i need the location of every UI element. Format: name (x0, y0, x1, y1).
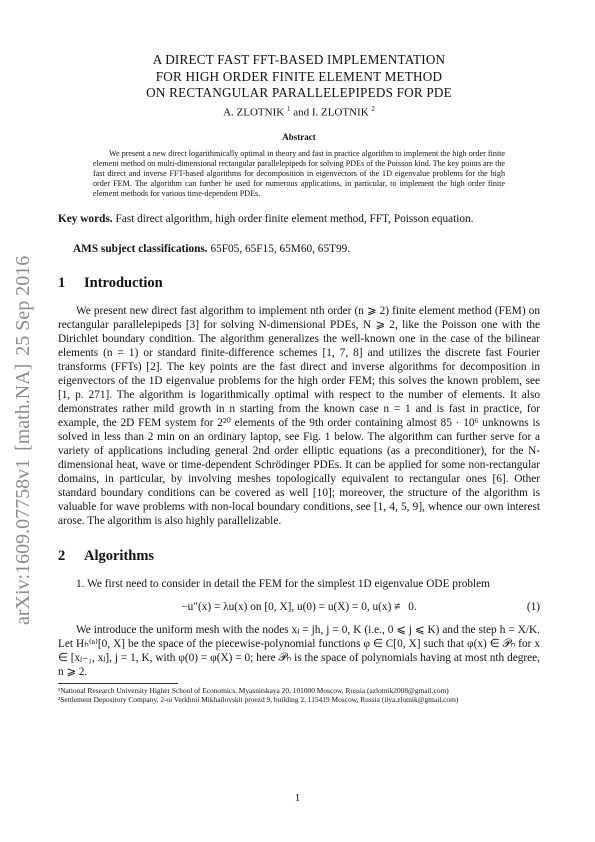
arxiv-identifier-stamp (10, 255, 36, 625)
equation-1 (58, 599, 540, 615)
footnote-mark: 1 (286, 104, 291, 113)
paper-page (58, 40, 540, 704)
keywords-label: Key words. (58, 213, 113, 226)
footnote-divider (58, 683, 178, 684)
section-title: Algorithms (84, 548, 155, 565)
abstract-text: We present a new direct logarithmically optimal in theory and fast in practice algorithm to implement the high order finite element method on multi-dimensional rectangular parallelepipeds for solving PDEs of the Poisson kind. The key points are the fast direct and inverse FFT-based algorithms for decomposition in eigenvectors of the 1D eigenvalue problems for the high order FEM. The algorithm can further be used for numerous applications, in particular, to implement the high order finite element methods for various time-dependent PDEs. (93, 149, 505, 199)
author-name: A. ZLOTNIK (223, 106, 285, 119)
author-line (58, 105, 540, 119)
footnotes (58, 686, 540, 704)
title-line: ON RECTANGULAR PARALLELEPIPEDS FOR PDE (146, 85, 452, 100)
arxiv-date: 25 Sep 2016 (12, 255, 34, 356)
keywords (58, 212, 540, 226)
algorithms-paragraph: We introduce the uniform mesh with the nodes xⱼ = jh, j = 0, K (i.e., 0 ⩽ j ⩽ K) and the step h = X/K. Let Hₕ⁽ⁿ⁾[0, X] be the space of the piecewise-polynomial functions φ ∈ C[0, X] such that φ(x) ∈ 𝒫ₙ for x ∈ [xⱼ₋₁, xⱼ], j = 1, K, with φ(0) = φ(X) = 0; here 𝒫ₙ is the space of polynomials having at most nth degree, n ⩾ 2. (58, 624, 540, 679)
ams-label: AMS subject classifications. (73, 243, 208, 256)
keywords-text: Fast direct algorithm, high order finite element method, FFT, Poisson equation. (115, 213, 474, 226)
author-name: I. ZLOTNIK (311, 106, 369, 119)
ams-text: 65F05, 65F15, 65M60, 65T99. (210, 243, 351, 256)
section-number: 2 (58, 548, 66, 565)
title-line: FOR HIGH ORDER FINITE ELEMENT METHOD (155, 68, 443, 84)
footnote-mark: 2 (371, 104, 375, 113)
abstract-heading: Abstract (282, 132, 316, 143)
footnote: ¹National Research University Higher School of Economics, Myasnitskaya 20, 101000 Moscow, Russia (azlotnik2008@gmail.com) (58, 686, 449, 696)
title-line: A DIRECT FAST FFT-BASED IMPLEMENTATION (152, 52, 446, 67)
section-heading-introduction (58, 275, 540, 292)
section-heading-algorithms (58, 548, 540, 565)
arxiv-category: [math.NA] (12, 363, 34, 451)
ams-classifications (73, 243, 540, 255)
author-connector: and (293, 106, 310, 119)
equation-body: −u″(x) = λu(x) on [0, X], u(0) = u(X) = 0, u(x) ≢ 0. (181, 601, 417, 614)
section-number: 1 (58, 275, 66, 292)
equation-number: (1) (526, 601, 540, 614)
section-title: Introduction (84, 275, 163, 292)
arxiv-id: arXiv:1609.07758v1 (12, 458, 34, 625)
algorithms-paragraph: 1. We first need to consider in detail the FEM for the simplest 1D eigenvalue ODE problem (76, 578, 490, 591)
paper-title (58, 52, 540, 102)
page-number: 1 (294, 792, 301, 804)
introduction-paragraph: We present new direct fast algorithm to implement nth order (n ⩾ 2) finite element method (FEM) on rectangular parallelepipeds [3] for solving N-dimensional PDEs, N ⩾ 2, like the Poisson one with the Dirichlet boundary condition. The algorithm generalizes the well-known one in the case of the bilinear elements (n = 1) or standard finite-difference schemes [1, 7, 8] and utilizes the discrete fast Fourier transforms (FFTs) [2]. The key points are the fast direct and inverse algorithms for decomposition in eigenvectors of the 1D eigenvalue problems for the high order FEM; this solves the known problem, see [1, p. 271]. The algorithm is logarithmically optimal with respect to the number of elements. It also demonstrates rather mild growth in n starting from the known case n = 1 and is fast in practice, for example, the 2D FEM system for 2²⁰ elements of the 9th order containing almost 85 · 10⁶ unknowns is solved in less than 2 min on an ordinary laptop, see Fig. 1 below. The algorithm can further serve for a variety of applications including general 2nd order elliptic equations (as a preconditioner), for the N-dimensional heat, wave or time-dependent Schrödinger PDEs. It can be applied for some non-rectangular domains, in particular, by involving meshes topologically equivalent to rectangular ones [6]. Other standard boundary conditions can be covered as well [10]; moreover, the structure of the algorithm is valuable for wave problems with non-local boundary conditions, see [1, 4, 5, 9], whence our own interest arose. The algorithm is also highly parallelizable. (58, 305, 540, 528)
footnote: ²Settlement Depository Company, 2-oi Verkhnii Mikhailovskii proezd 9, building 2, 115419 Moscow, Russia (ilya.zlotnik@gmail.com) (58, 695, 459, 705)
